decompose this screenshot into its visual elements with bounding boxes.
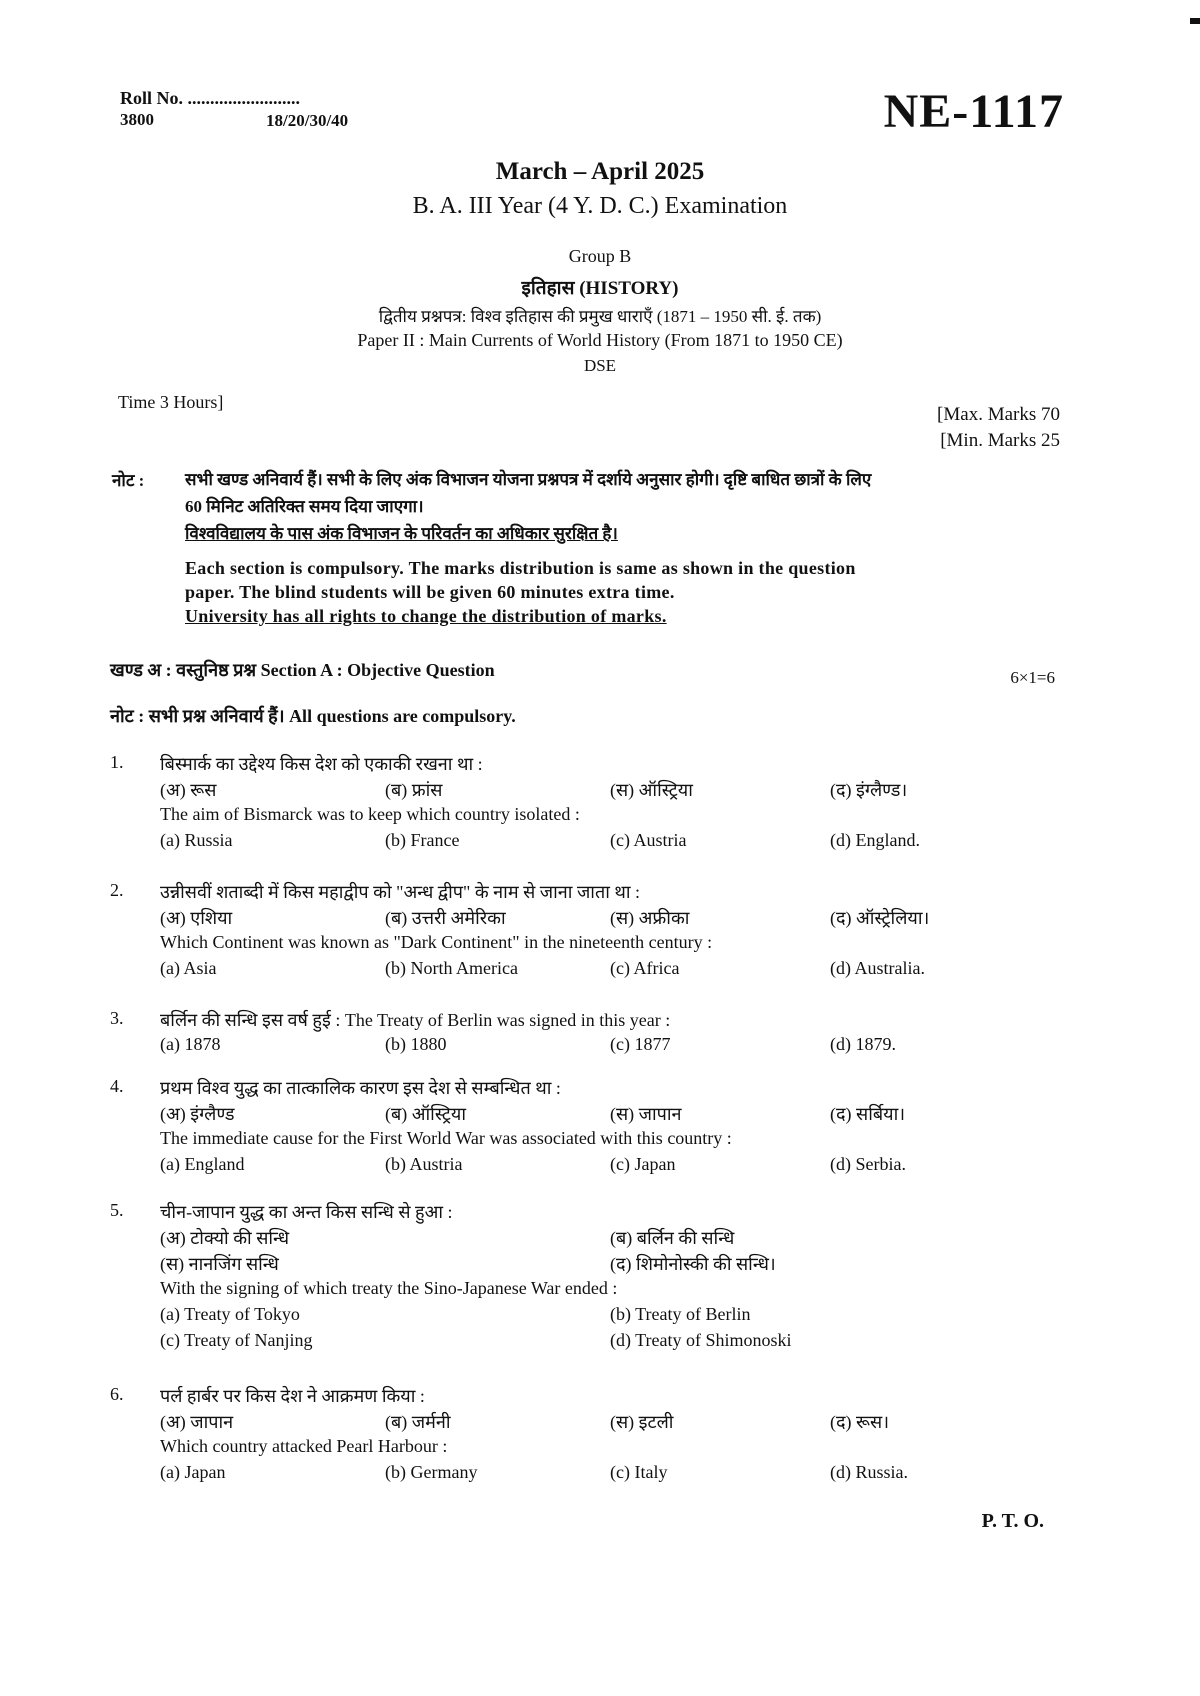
options-english <box>160 1034 1060 1058</box>
question-number: 4. <box>110 1076 124 1096</box>
marks-code: 18/20/30/40 <box>266 111 349 130</box>
time-allowed: Time 3 Hours] <box>118 392 224 412</box>
session-title: March – April 2025 <box>495 158 705 185</box>
option: (द) इंग्लैण्ड। <box>830 780 908 800</box>
question-stem: बर्लिन की सन्धि इस वर्ष हुई : The Treaty of Berlin was signed in this year : <box>160 1010 671 1030</box>
options-english <box>160 1330 1060 1354</box>
option: (b) Germany <box>385 1462 478 1482</box>
note-english-line: Each section is compulsory. The marks distribution is same as shown in the question <box>185 558 856 578</box>
question-stem-english: The immediate cause for the First World War was associated with this country : <box>160 1128 732 1148</box>
question-stem-hindi: बिस्मार्क का उद्देश्य किस देश को एकाकी रखना था : <box>160 754 483 774</box>
roll-number: Roll No. ......................... <box>120 88 300 108</box>
option: (c) Africa <box>610 958 680 978</box>
note-label: नोट : <box>112 471 145 490</box>
paper-title-english: Paper II : Main Currents of World History (From 1871 to 1950 CE) <box>357 330 843 350</box>
question-stem-english-row <box>160 804 1060 828</box>
question-number: 5. <box>110 1200 124 1220</box>
section-a-note: नोट : सभी प्रश्न अनिवार्य हैं। All questions are compulsory. <box>110 706 516 726</box>
note-hindi <box>185 466 1065 547</box>
option: (d) Russia. <box>830 1462 908 1482</box>
option: (ब) उत्तरी अमेरिका <box>385 908 506 928</box>
question-stem-english: The aim of Bismarck was to keep which country isolated : <box>160 804 580 824</box>
option: (d) England. <box>830 830 920 850</box>
option: (c) Italy <box>610 1462 668 1482</box>
paper-code: NE-1117 <box>883 85 1064 138</box>
group-label: Group B <box>568 246 632 266</box>
options-english <box>160 1304 1060 1328</box>
options-hindi <box>160 906 1060 930</box>
option: (स) अफ्रीका <box>610 908 690 928</box>
question-stem-english: With the signing of which treaty the Sino-Japanese War ended : <box>160 1278 618 1298</box>
options-hindi <box>160 1410 1060 1434</box>
question-stem-english-row <box>160 932 1060 956</box>
option: (अ) टोक्यो की सन्धि <box>160 1228 290 1248</box>
option: (ब) बर्लिन की सन्धि <box>610 1228 735 1248</box>
min-marks: [Min. Marks 25 <box>940 430 1060 451</box>
question-stem-hindi: उन्नीसवीं शताब्दी में किस महाद्वीप को "अन्ध द्वीप" के नाम से जाना जाता था : <box>160 882 641 902</box>
option: (द) सर्बिया। <box>830 1104 906 1124</box>
subject-title: इतिहास (HISTORY) <box>521 278 679 299</box>
exam-title: B. A. III Year (4 Y. D. C.) Examination <box>412 193 788 219</box>
option: (स) ऑस्ट्रिया <box>610 780 693 800</box>
option: (स) इटली <box>610 1412 674 1432</box>
note-hindi-line: विश्वविद्यालय के पास अंक विभाजन के परिवर्तन का अधिकार सुरक्षित है। <box>185 524 618 543</box>
please-turn-over: P. T. O. <box>981 1510 1044 1532</box>
note-english-line: University has all rights to change the distribution of marks. <box>185 606 667 626</box>
option: (a) 1878 <box>160 1034 221 1054</box>
options-english <box>160 1154 1060 1178</box>
note-hindi-line: 60 मिनिट अतिरिक्त समय दिया जाएगा। <box>185 497 424 516</box>
option: (a) Treaty of Tokyo <box>160 1304 300 1324</box>
option: (अ) जापान <box>160 1412 234 1432</box>
option: (c) Japan <box>610 1154 676 1174</box>
question-number: 2. <box>110 880 124 900</box>
option: (c) 1877 <box>610 1034 671 1054</box>
dse-label: DSE <box>583 356 617 375</box>
question-stem-english-row <box>160 1278 1060 1302</box>
option: (b) North America <box>385 958 518 978</box>
note-hindi-line: सभी खण्ड अनिवार्य हैं। सभी के लिए अंक विभाजन योजना प्रश्नपत्र में दर्शाये अनुसार होगी। दृष्टि बाधित छात्रों के लिए <box>185 470 872 489</box>
option: (द) ऑस्ट्रेलिया। <box>830 908 930 928</box>
option: (b) Treaty of Berlin <box>610 1304 751 1324</box>
note-english-line: paper. The blind students will be given 60 minutes extra time. <box>185 582 675 602</box>
options-english <box>160 1462 1060 1486</box>
section-a-title: खण्ड अ : वस्तुनिष्ठ प्रश्न Section A : Objective Question <box>110 660 495 680</box>
option: (a) Japan <box>160 1462 226 1482</box>
options-hindi <box>160 1252 1060 1276</box>
question-stem-hindi: चीन-जापान युद्ध का अन्त किस सन्धि से हुआ : <box>160 1202 453 1222</box>
question-stem-english: Which country attacked Pearl Harbour : <box>160 1436 448 1456</box>
options-hindi <box>160 1226 1060 1250</box>
options-english <box>160 958 1060 982</box>
option: (b) France <box>385 830 460 850</box>
option: (अ) इंग्लैण्ड <box>160 1104 235 1124</box>
option: (स) नानजिंग सन्धि <box>160 1254 279 1274</box>
options-english <box>160 830 1060 854</box>
option: (d) 1879. <box>830 1034 896 1054</box>
option: (d) Australia. <box>830 958 925 978</box>
option: (b) 1880 <box>385 1034 447 1054</box>
question-stem-hindi: प्रथम विश्व युद्ध का तात्कालिक कारण इस देश से सम्बन्धित था : <box>160 1078 561 1098</box>
options-hindi <box>160 778 1060 802</box>
option: (a) Asia <box>160 958 217 978</box>
question-number: 1. <box>110 752 124 772</box>
max-marks: [Max. Marks 70 <box>937 404 1060 425</box>
option: (a) Russia <box>160 830 233 850</box>
options-hindi <box>160 1102 1060 1126</box>
option: (द) शिमोनोस्की की सन्धि। <box>610 1254 776 1274</box>
question-stem-hindi: पर्ल हार्बर पर किस देश ने आक्रमण किया : <box>160 1386 425 1406</box>
paper-title-hindi: द्वितीय प्रश्नपत्र: विश्व इतिहास की प्रमुख धाराएँ (1871 – 1950 सी. ई. तक) <box>378 307 822 326</box>
option: (d) Treaty of Shimonoski <box>610 1330 792 1350</box>
question-number: 6. <box>110 1384 124 1404</box>
question-stem-english-row <box>160 1128 1060 1152</box>
option: (ब) जर्मनी <box>385 1412 451 1432</box>
question-stem-english: Which Continent was known as "Dark Continent" in the nineteenth century : <box>160 932 713 952</box>
option: (अ) रूस <box>160 780 217 800</box>
option: (d) Serbia. <box>830 1154 906 1174</box>
option: (b) Austria <box>385 1154 463 1174</box>
section-a-marks: 6×1=6 <box>1010 668 1055 687</box>
option: (a) England <box>160 1154 245 1174</box>
option: (c) Austria <box>610 830 687 850</box>
option: (द) रूस। <box>830 1412 890 1432</box>
option: (c) Treaty of Nanjing <box>160 1330 313 1350</box>
note-english <box>185 556 1065 628</box>
option: (ब) फ्रांस <box>385 780 443 800</box>
option: (स) जापान <box>610 1104 682 1124</box>
question-stem-english-row <box>160 1436 1060 1460</box>
exam-code: 3800 <box>120 110 154 129</box>
option: (अ) एशिया <box>160 908 233 928</box>
scan-edge-mark <box>1190 18 1200 24</box>
question-number: 3. <box>110 1008 124 1028</box>
option: (ब) ऑस्ट्रिया <box>385 1104 467 1124</box>
